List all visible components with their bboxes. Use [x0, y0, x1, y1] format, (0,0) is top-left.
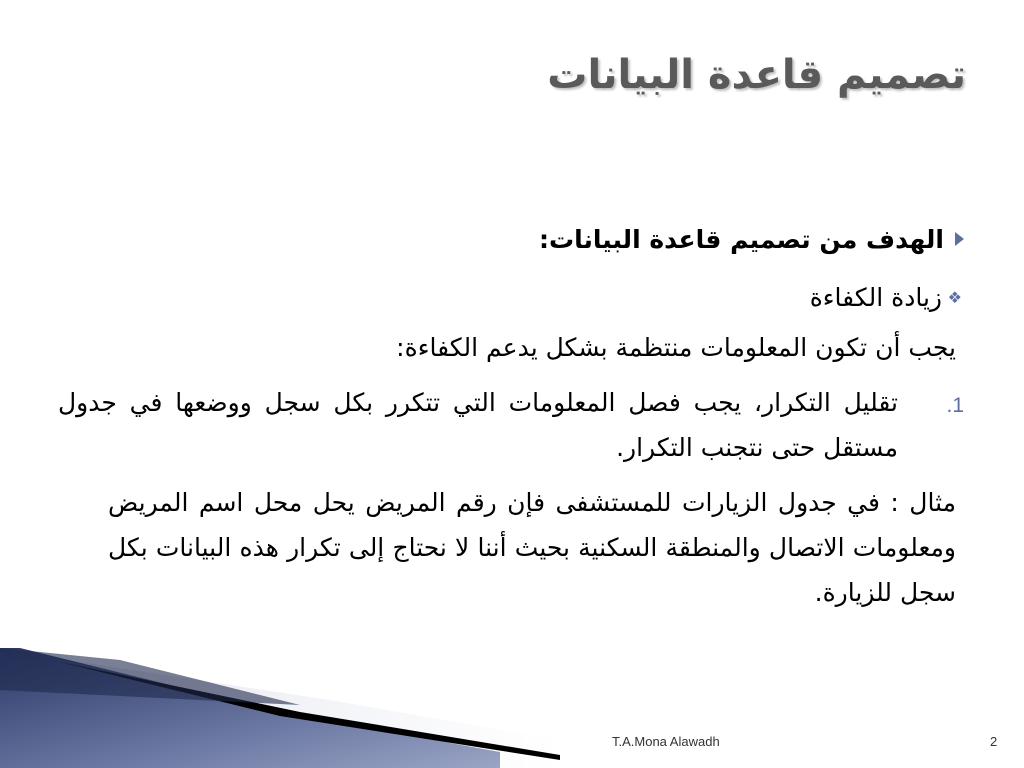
- slide-title: تصميم قاعدة البيانات: [547, 52, 966, 98]
- heading-row: [60, 222, 964, 258]
- page-number: 2: [990, 734, 998, 749]
- intro-line: يجب أن تكون المعلومات منتظمة بشكل يدعم الكفاءة:: [396, 333, 956, 362]
- numbered-item-text: تقليل التكرار، يجب فصل المعلومات التي تتكرر بكل سجل ووضعها في جدول مستقل حتى نتجنب التكرار.: [58, 388, 898, 462]
- triangle-right-icon: [955, 232, 964, 246]
- sub-bullet-row: [60, 280, 964, 316]
- footer-author: T.A.Mona Alawadh: [612, 734, 720, 749]
- section-heading: الهدف من تصميم قاعدة البيانات:: [538, 225, 944, 254]
- sub-bullet-text: زيادة الكفاءة: [809, 283, 942, 312]
- item-number: 1.: [946, 394, 964, 417]
- example-paragraph: مثال : في جدول الزيارات للمستشفى فإن رقم المريض يحل محل اسم المريض ومعلومات الاتصال والمنطقة السكنية بحيث أننا لا نحتاج إلى تكرار هذه البيانات بكل سجل للزيارة.: [108, 488, 956, 607]
- four-diamond-icon: ❖: [947, 288, 962, 307]
